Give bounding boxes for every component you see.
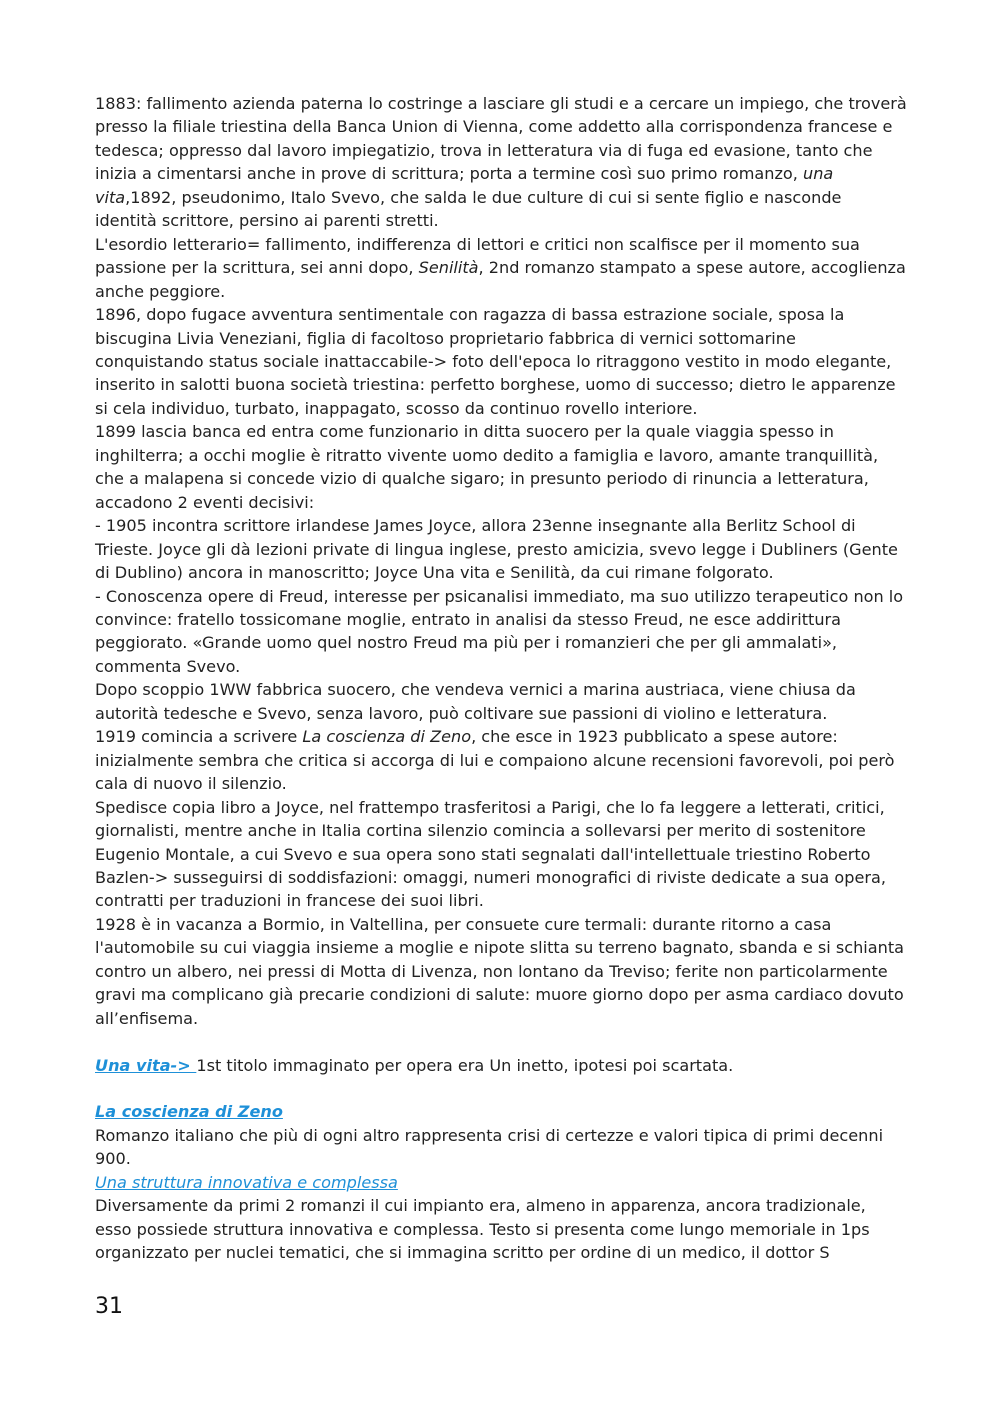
paragraph-joyce: - 1905 incontra scrittore irlandese James Joyce, allora 23enne insegnante alla Berlitz School di Trieste. Joyce gli dà lezioni private di lingua inglese, presto amicizia, svevo legge i Dubliners (Gente di Dublino) ancora in manoscritto; Joyce Una vita e Senilità, da cui rimane folgorato. [95,516,898,583]
paragraph-freud: - Conoscenza opere di Freud, interesse per psicanalisi immediato, ma suo utilizzo terapeutico non lo convince: fratello tossicomane moglie, entrato in analisi da stesso Freud, ne esce addirittura peggiorato. «Grande uomo quel nostro Freud ma più per i romanzieri che per gli ammalati», commenta Svevo. [95,586,904,676]
paragraph-text: 1883: fallimento azienda paterna lo costringe a lasciare gli studi e a cercare un impiego, che troverà presso la filiale triestina della Banca Union di Vienna, come addetto alla corrispondenza francese e tedesca; oppresso dal lavoro impiegatizio, trova in letteratura via di fuga ed evasione, tanto che inizia a cimentarsi anche in prove di scrittura; porta a termine così suo primo romanzo, [95,94,907,184]
blank-line [95,1030,907,1053]
paragraph-text: 1919 comincia a scrivere [95,727,303,747]
una-vita-text: 1st titolo immaginato per opera era Un inetto, ipotesi poi scartata. [196,1055,734,1075]
coscienza-heading-line [95,1100,907,1123]
page-body [95,92,907,1265]
paragraph-text: , 2nd romanzo stampato a spese autore, accoglienza anche peggiore. [95,258,906,301]
struttura-body: Diversamente da primi 2 romanzi il cui impianto era, almeno in apparenza, ancora tradizionale, esso possiede struttura innovativa e complessa. Testo si presenta come lungo memoriale in 1ps organizzato per nuclei tematici, che si immagina scritto per ordine di un medico, il dottor S [95,1196,870,1263]
work-title-italic: Senilità [418,258,479,278]
una-vita-link[interactable]: Una vita-> [95,1055,197,1075]
paragraph-text: ,1892, pseudonimo, Italo Svevo, che salda le due culture di cui si sente figlio e nasconde identità scrittore, persino ai parenti stretti. [95,187,842,231]
paragraph-text: L'esordio letterario= fallimento, indifferenza di lettori e critici non scalfisce per il momento sua passione per la scrittura, sei anni dopo, [95,234,860,278]
paragraph-esordio [95,233,907,303]
paragraph-1896: 1896, dopo fugace avventura sentimentale con ragazza di bassa estrazione sociale, sposa la biscugina Livia Veneziani, figlia di facoltoso proprietario fabbrica di vernici sottomarine conquistando status sociale inattaccabile-> foto dell'epoca lo ritraggono vestito in modo elegante, inserito in salotti buona società triestina: perfetto borghese, uomo di successo; dietro le apparenze si cela individuo, turbato, inappagato, scosso da continuo rovello interiore. [95,305,896,418]
una-vita-paragraph [95,1054,907,1077]
page-number: 31 [95,1294,123,1319]
paragraph-1883 [95,92,907,233]
paragraph-1899: 1899 lascia banca ed entra come funzionario in ditta suocero per la quale viaggia spesso in inghilterra; a occhi moglie è ritratto vivente uomo dedito a famiglia e lavoro, amante tranquillità, che a malapena si concede vizio di qualche sigaro; in presunto periodo di rinuncia a letteratura, accadono 2 eventi decisivi: [95,422,879,512]
struttura-subheading-line [95,1171,907,1194]
paragraph-text: , che esce in 1923 pubblicato a spese autore: inizialmente sembra che critica si accorga di lui e compaiono alcune recensioni favorevoli, poi però cala di nuovo il silenzio. [95,727,895,794]
coscienza-intro: Romanzo italiano che più di ogni altro rappresenta crisi di certezze e valori tipica di primi decenni 900. [95,1125,884,1169]
work-title-italic: una vita [95,164,834,207]
coscienza-heading-link[interactable]: La coscienza di Zeno [95,1102,283,1122]
work-title-italic: La coscienza di Zeno [302,727,472,747]
struttura-subheading-link[interactable]: Una struttura innovativa e complessa [95,1172,398,1192]
paragraph-1ww: Dopo scoppio 1WW fabbrica suocero, che vendeva vernici a marina austriaca, viene chiusa da autorità tedesche e Svevo, senza lavoro, può coltivare sue passioni di violino e letteratura. [95,680,856,723]
paragraph-spedisce: Spedisce copia libro a Joyce, nel frattempo trasferitosi a Parigi, che lo fa leggere a letterati, critici, giornalisti, mentre anche in Italia cortina silenzio comincia a sollevarsi per merito di sostenitore Eugenio Montale, a cui Svevo e sua opera sono stati segnalati dall'intellettuale triestino Roberto Bazlen-> susseguirsi di soddisfazioni: omaggi, numeri monografici di riviste dedicate a sua opera, contratti per traduzioni in francese dei suoi libri. [95,797,886,911]
paragraph-1919 [95,725,907,795]
paragraph-1928: 1928 è in vacanza a Bormio, in Valtellina, per consuete cure termali: durante ritorno a casa l'automobile su cui viaggia insieme a moglie e nipote slitta su terreno bagnato, sbanda e si schianta contro un albero, nei pressi di Motta di Livenza, non lontano da Treviso; ferite non particolarmente gravi ma complicano già precarie condizioni di salute: muore giorno dopo per asma cardiaco dovuto all’enfisema. [95,914,904,1028]
blank-line [95,1077,907,1100]
